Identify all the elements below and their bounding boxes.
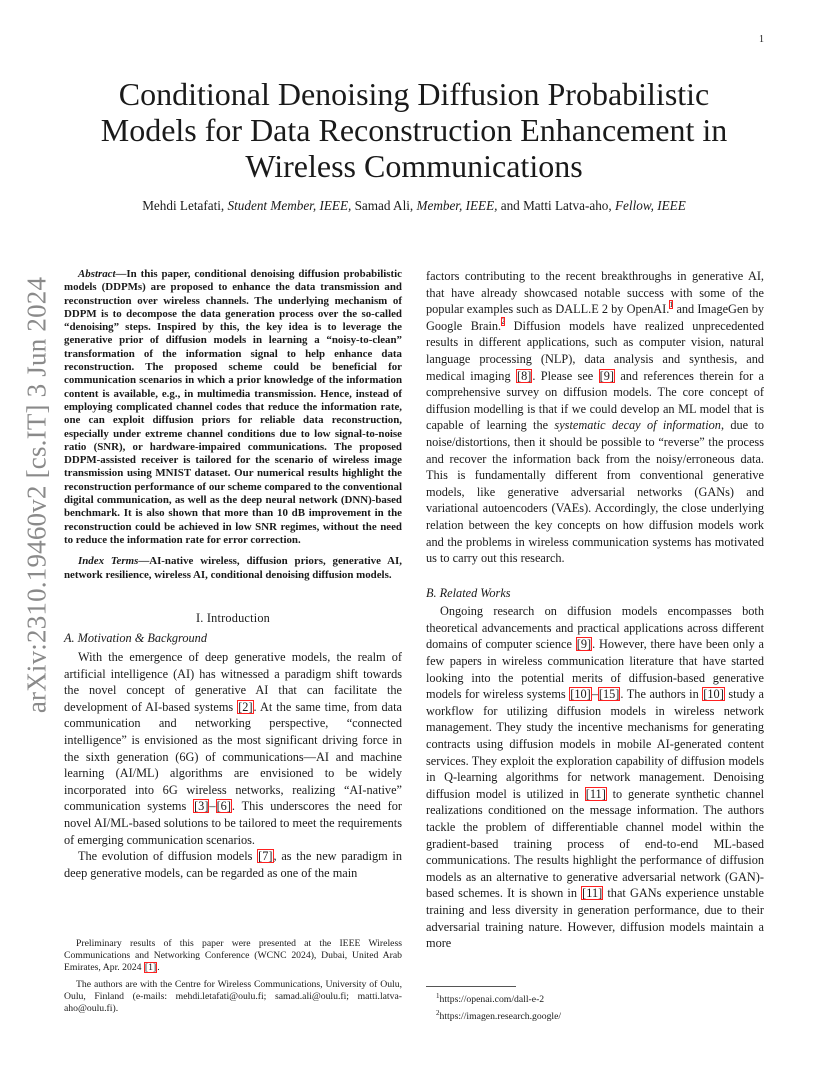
footnote: $^1$https://openai.com/dall-e-2	[436, 992, 545, 1006]
author-name: Samad Ali,	[351, 198, 417, 213]
index-terms-label: Index Terms	[78, 555, 139, 568]
author-name: and Matti Latva-aho,	[497, 198, 615, 213]
author-role: Student Member, IEEE,	[227, 198, 352, 213]
affiliation-footnotes	[64, 938, 402, 1019]
citation-link[interactable]: [2]	[238, 699, 253, 714]
citation-link[interactable]: [1]	[144, 962, 157, 974]
citation-link[interactable]: [8]	[516, 368, 532, 383]
author-list	[60, 198, 768, 214]
paragraph: factors contributing to the recent breakthroughs in generative AI, that have already showcased notable success with some of the popular examples such as DALL.E 2 by OpenAI.$^1$ and ImageGen by Google Brain.$^2$ Diffusion models have realized unprecedented results in different applications, such as computer vision, natural language processing (NLP), data analysis and synthesis, and medical imaging [8]. Please see [9] and references therein for a comprehensive survey on diffusion models. The core concept of diffusion modelling is that if we could develop an ML model that is capable of learning the systematic decay of information, due to noise/distortions, then it should be possible to “reverse” the process and recover the information back from the noisy/erroneous data. This is fundamentally different from conventional generative models, like generative adversarial networks (GANs) and variational autoencoders (VAEs). Accordingly, the close underlying relation between the key concepts on how diffusion models work and the problems in wireless communication systems has motivated us to carry out this research.	[426, 269, 765, 566]
section-heading: I. Introduction	[195, 610, 271, 625]
citation-link[interactable]: [6]	[216, 799, 231, 814]
footnote: The authors are with the Centre for Wireless Communications, University of Oulu, Oulu, Finland (e-mails: mehdi.letafati@oulu.fi; samad.ali@oulu.fi; matti.latva-aho@oulu.fi).	[64, 978, 402, 1015]
left-column	[64, 268, 402, 881]
citation-link[interactable]: [10]	[703, 687, 724, 702]
citation-link[interactable]: [7]	[258, 849, 273, 864]
paper-title	[60, 76, 768, 184]
footnote: Preliminary results of this paper were presented at the IEEE Wireless Communications and Networking Conference (WCNC 2024), Dubai, United Arab Emirates, Apr. 2024 [1].	[64, 938, 402, 974]
title-line: Conditional Denoising Diffusion Probabilistic	[118, 76, 710, 112]
abstract-label: Abstract	[78, 268, 116, 280]
footnote-url[interactable]: https://imagen.research.google/	[439, 1011, 562, 1023]
title-line: Models for Data Reconstruction Enhancement in	[100, 112, 728, 148]
arxiv-stamp	[21, 276, 52, 714]
footnote-marker[interactable]: 1	[669, 300, 674, 310]
abstract	[64, 268, 402, 547]
citation-link[interactable]: [10]	[570, 687, 591, 702]
url-footnotes	[426, 986, 764, 1024]
footnote-divider	[426, 986, 516, 987]
subsection-heading: A. Motivation & Background	[64, 631, 207, 646]
page-number: 1	[759, 34, 764, 45]
paragraph: With the emergence of deep generative models, the realm of artificial intelligence (AI) has witnessed a paradigm shift towards the novel concept of generative AI that can facilitate the development of AI-based systems [2]. At the same time, from data communication and networking perspective, “connected intelligence” is envisioned as the most significant driving force in the sixth generation (6G) of communications—AI and machine learning (AI/ML) algorithms are envisioned to be widely incorporated into 6G wireless networks, realizing “AI-native” communication systems [3]–[6]. This underscores the need for novel AI/ML-based solutions to be tailored to meet the requirements of emerging communication scenarios.	[64, 650, 403, 847]
emphasis: systematic decay of information	[554, 418, 721, 433]
author-role: Fellow, IEEE	[615, 198, 686, 213]
citation-link[interactable]: [9]	[599, 368, 614, 383]
arxiv-stamp-text: arXiv:2310.19460v2 [cs.IT] 3 Jun 2024	[21, 276, 52, 714]
index-terms-text: —AI-native wireless, diffusion priors, generative AI, network resilience, wireless AI, conditional denoising diffusion models.	[64, 555, 402, 581]
author-name: Mehdi Letafati,	[142, 198, 228, 213]
subsection-heading: B. Related Works	[426, 585, 511, 600]
index-terms	[64, 555, 402, 582]
citation-link[interactable]: [9]	[576, 637, 592, 652]
footnote: $^2$https://imagen.research.google/	[436, 1008, 562, 1023]
citation-link[interactable]: [11]	[585, 786, 606, 801]
paragraph: The evolution of diffusion models [7], as the new paradigm in deep generative models, can be regarded as one of the main	[64, 849, 402, 880]
footnote-url[interactable]: https://openai.com/dall-e-2	[439, 994, 545, 1006]
abstract-text: —In this paper, conditional denoising diffusion probabilistic models (DDPMs) are proposed to enhance the data transmission and reconstruction over wireless channels. The underlying mechanism of DDPM is to decompose the data generation process over the so-called “denoising” steps. Inspired by this, the key idea is to leverage the generative prior of diffusion models in learning a “noisy-to-clean” transformation of the information signal to help enhance data reconstruction. The proposed scheme could be beneficial for communication scenarios in which a prior knowledge of the information content is available, e.g., in multimedia transmission. Hence, instead of employing complicated channel codes that reduce the information rate, one can exploit diffusion priors for reliable data reconstruction, especially under extreme channel conditions due to low signal-to-noise ratio (SNR), or hardware-impaired communications. The proposed DDPM-assisted receiver is tailored for the scenario of wireless image transmission using MNIST dataset. Our numerical results highlight the reconstruction performance of our scheme compared to the conventional digital communication, as well as the deep neural network (DNN)-based benchmark. It is also shown that more than 10 dB improvement in the reconstruction could be achieved in low SNR regimes, without the need to reduce the information rate for error correction.	[64, 268, 402, 546]
citation-link[interactable]: [11]	[582, 886, 603, 901]
title-line: Wireless Communications	[245, 148, 583, 184]
footnote-marker[interactable]: 2	[501, 316, 506, 326]
right-column	[426, 268, 764, 952]
paragraph: Ongoing research on diffusion models encompasses both theoretical advancements and practical applications across different domains of computer science [9]. However, there have been only a few papers in wireless communication literature that have started looking into the potential merits of diffusion-based generative models for wireless systems [10]–[15]. The authors in [10] study a workflow for utilizing diffusion models in wireless network management. They study the incentive mechanisms for generating contracts using diffusion models in mobile AI-generated content services. They exploit the exploration capability of diffusion models in Q-learning algorithms for network management. Denoising diffusion model is utilized in [11] to generate synthetic channel realizations conditioned on the message information. The authors tackle the problem of differentiable channel model within the gradient-based training process of end-to-end ML-based communications. The results highlight the performance of diffusion models as an alternative to generative adversarial network (GAN)-based schemes. It is shown in [11] that GANs experience unstable training and less diversity in generation performance, due to their adversarial training nature. However, diffusion models maintain a more	[426, 604, 764, 951]
citation-link[interactable]: [15]	[598, 687, 620, 702]
author-role: Member, IEEE,	[416, 198, 498, 213]
citation-link[interactable]: [3]	[194, 799, 209, 814]
